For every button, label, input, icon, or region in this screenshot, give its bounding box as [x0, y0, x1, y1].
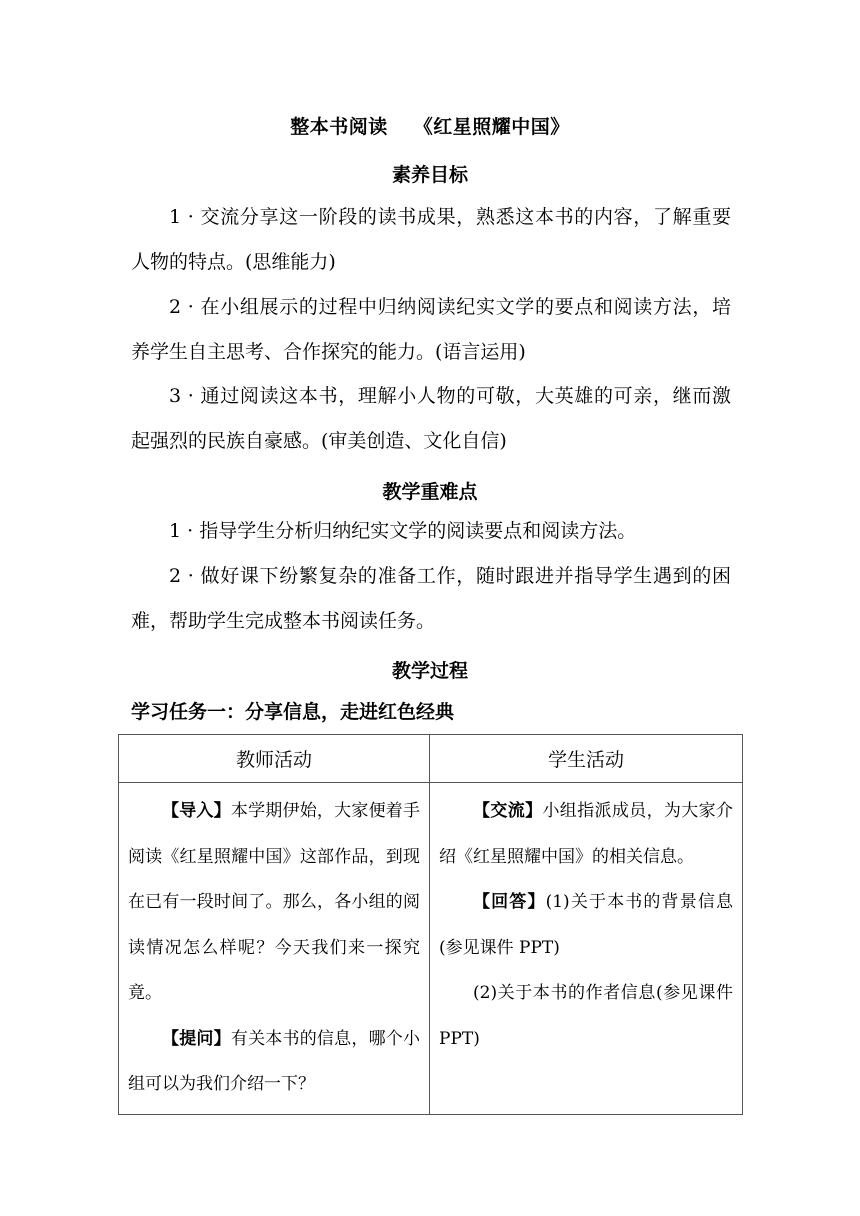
header-teacher-activity: 教师活动 [119, 735, 430, 783]
teacher-activity-cell [119, 783, 430, 1115]
table-header-row [119, 735, 743, 783]
key-point-item-1: 1 · 指导学生分析归纳纪实文学的阅读要点和阅读方法。 [169, 520, 637, 542]
student-exchange-text: 小组指派成员，为大家介绍《红星照耀中国》的相关信息。 [439, 801, 734, 867]
teacher-paragraph-question [128, 1017, 420, 1108]
tag-answer: 【回答】 [473, 892, 546, 912]
tag-question: 【提问】 [162, 1028, 231, 1049]
title-main: 整本书阅读 [290, 116, 388, 138]
title-book: 《红星照耀中国》 [413, 116, 570, 138]
student-activity-cell [430, 783, 743, 1115]
student-author-text: (2)关于本书的作者信息(参见课件 PPT) [439, 983, 733, 1049]
heading-process: 教学过程 [391, 660, 468, 682]
teacher-paragraph-intro [128, 789, 420, 1017]
student-paragraph-author [439, 971, 733, 1062]
table-row [119, 783, 743, 1115]
document-title [0, 112, 860, 139]
tag-exchange: 【交流】 [473, 801, 543, 821]
task-title: 学习任务一：分享信息，走进红色经典 [131, 701, 455, 723]
student-answer-text: (1)关于本书的背景信息(参见课件 PPT) [439, 892, 733, 958]
tag-intro: 【导入】 [162, 801, 231, 821]
activity-table [118, 734, 743, 1115]
goal-item-3: 3 · 通过阅读这本书，理解小人物的可敬，大英雄的可亲，继而激起强烈的民族自豪感。(审美创造、文化自信) [131, 385, 731, 452]
goal-item-2: 2 · 在小组展示的过程中归纳阅读纪实文学的要点和阅读方法，培养学生自主思考、合作探究的能力。(语言运用) [131, 296, 731, 363]
teacher-question-text: 有关本书的信息，哪个小组可以为我们介绍一下？ [128, 1028, 421, 1094]
header-student-activity: 学生活动 [430, 735, 743, 783]
student-paragraph-exchange [439, 789, 733, 880]
key-point-item-2: 2 · 做好课下纷繁复杂的准备工作，随时跟进并指导学生遇到的困难，帮助学生完成整本书阅读任务。 [131, 565, 731, 632]
goal-item-1: 1 · 交流分享这一阶段的读书成果，熟悉这本书的内容，了解重要人物的特点。(思维能力) [131, 206, 731, 273]
heading-key-points: 教学重难点 [382, 481, 478, 503]
heading-goals: 素养目标 [391, 164, 468, 186]
student-paragraph-answer [439, 880, 733, 971]
teacher-intro-text: 本学期伊始，大家便着手阅读《红星照耀中国》这部作品，到现在已有一段时间了。那么，各小组的阅读情况怎么样呢？今天我们来一探究竟。 [128, 801, 421, 1003]
